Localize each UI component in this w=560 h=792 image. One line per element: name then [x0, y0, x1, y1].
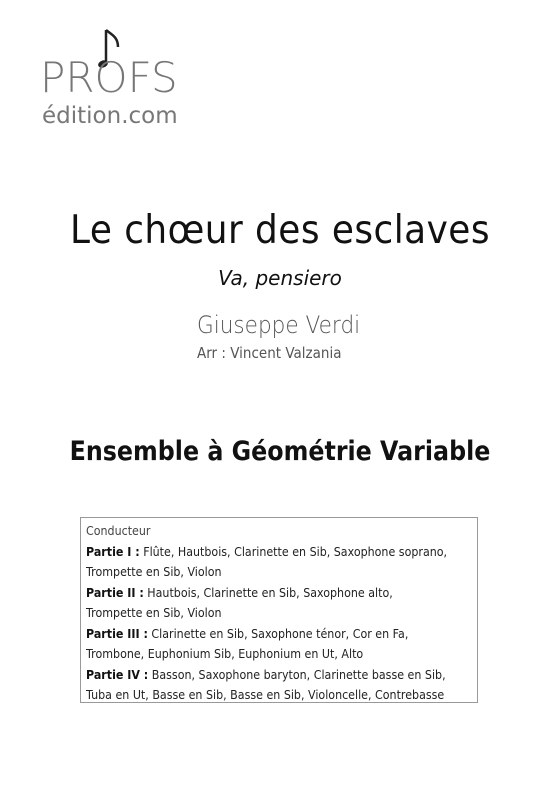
logo-domain: édition.com: [42, 103, 178, 129]
part-4-line-1: [86, 665, 446, 686]
ensemble-heading: Ensemble à Géométrie Variable: [69, 436, 491, 467]
part-3-label: Partie III :: [86, 625, 148, 641]
part-2-instruments: Hautbois, Clarinette en Sib, Saxophone alto,: [147, 584, 393, 600]
instrumentation-box: [80, 517, 478, 703]
part-1-instruments: Flûte, Hautbois, Clarinette en Sib, Saxophone soprano,: [143, 543, 448, 559]
part-3-instruments: Clarinette en Sib, Saxophone ténor, Cor en Fa,: [151, 625, 409, 641]
profs-edition-logo: [40, 25, 210, 135]
conductor-label: Conducteur: [86, 523, 151, 538]
part-1-label: Partie I :: [86, 543, 140, 559]
part-1-line-2: Trompette en Sib, Violon: [86, 564, 222, 579]
part-2-label: Partie II :: [86, 584, 144, 600]
part-4-line-2: Tuba en Ut, Basse en Sib, Basse en Sib, Violoncelle, Contrebasse: [86, 687, 445, 702]
part-1-line-1: [86, 542, 448, 563]
part-2-line-1: [86, 583, 426, 604]
part-3-line-1: [86, 624, 426, 645]
arranger-credit: Arr : Vincent Valzania: [197, 344, 342, 362]
part-4-instruments: Basson, Saxophone baryton, Clarinette basse en Sib,: [151, 666, 446, 682]
logo-name: PROFS: [40, 53, 178, 102]
part-3-line-2: Trombone, Euphonium Sib, Euphonium en Ut, Alto: [86, 646, 364, 661]
score-subtitle: Va, pensiero: [218, 266, 342, 290]
part-2-line-2: Trompette en Sib, Violon: [86, 605, 222, 620]
composer-name: Giuseppe Verdi: [197, 311, 361, 339]
part-4-label: Partie IV :: [86, 666, 149, 682]
score-title: Le chœur des esclaves: [70, 208, 490, 253]
